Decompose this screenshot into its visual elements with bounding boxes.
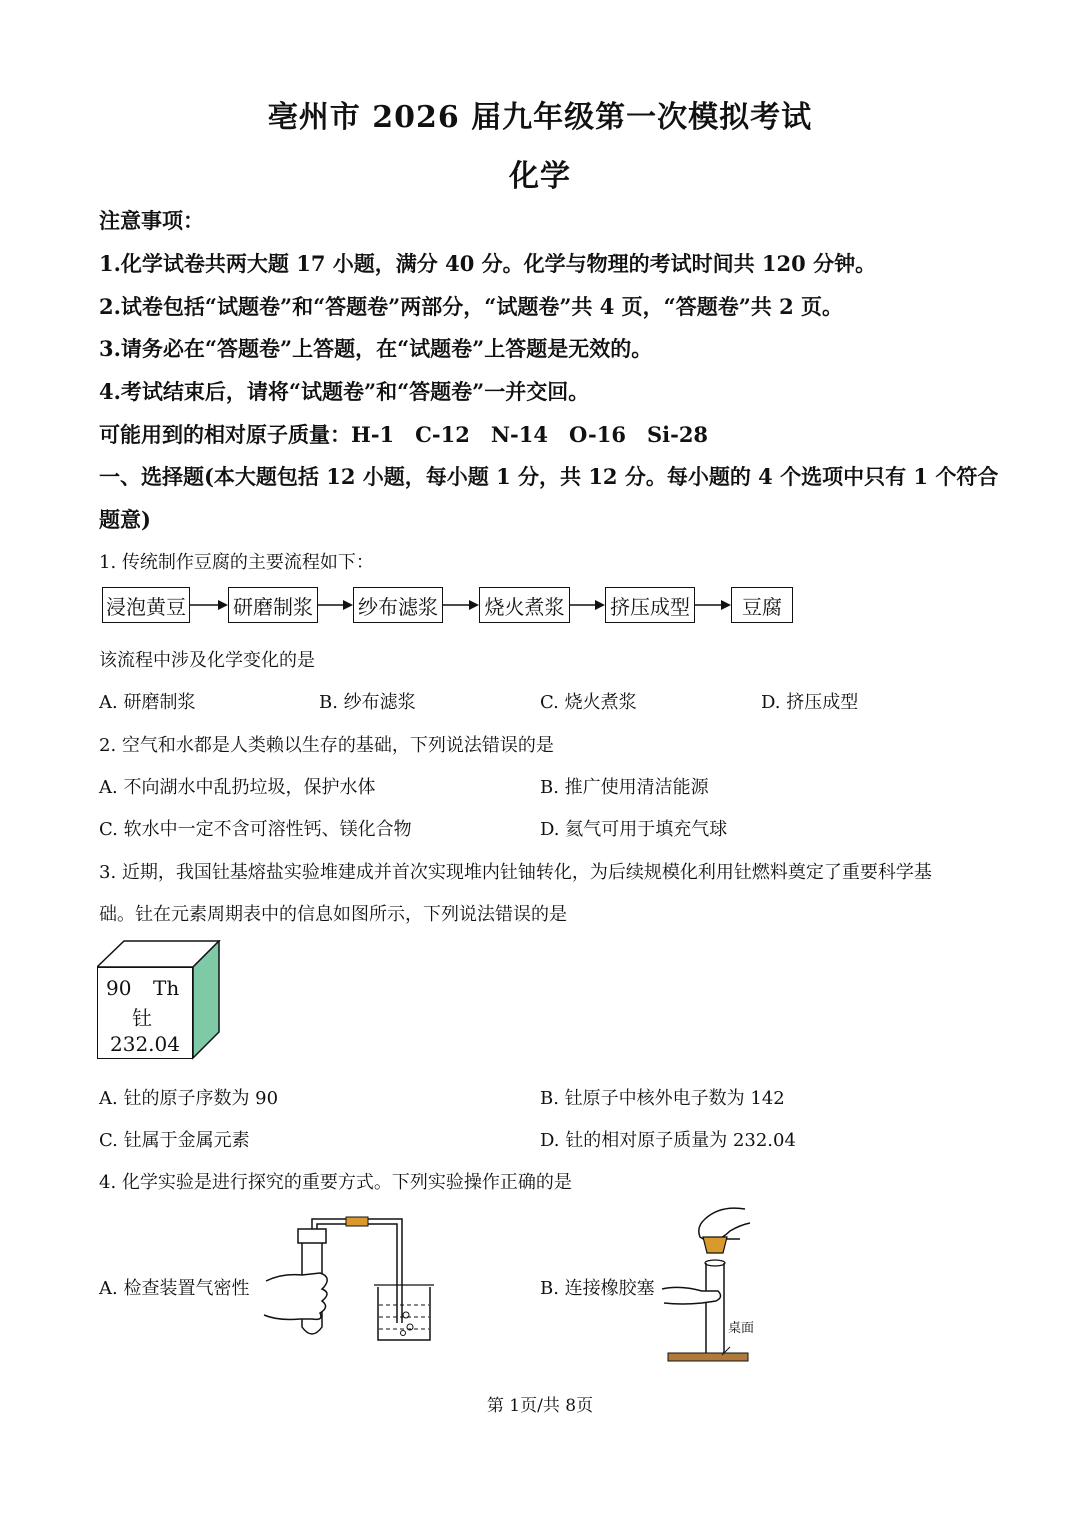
flow-arrow-icon (695, 598, 731, 612)
q4-stem: 4. 化学实验是进行探究的重要方式。下列实验操作正确的是 (99, 1172, 572, 1193)
notice-item-1: 1.化学试卷共两大题 17 小题，满分 40 分。化学与物理的考试时间共 120 分钟。 (99, 251, 877, 276)
exam-title: 亳州市 2026 届九年级第一次模拟考试 (267, 100, 813, 135)
q2-option-d: D. 氦气可用于填充气球 (540, 819, 728, 840)
notice-item-2: 2.试卷包括“试题卷”和“答题卷”两部分，“试题卷”共 4 页，“答题卷”共 2 页。 (99, 294, 844, 319)
stopper-connection-icon (660, 1205, 780, 1365)
desk-label: 桌面 (728, 1321, 755, 1336)
q2-option-a: A. 不向湖水中乱扔垃圾，保护水体 (99, 777, 376, 798)
q1-option-c: C. 烧火煮浆 (540, 692, 637, 713)
atomic-masses: 可能用到的相对原子质量：H-1 C-12 N-14 O-16 Si-28 (99, 422, 709, 447)
flow-arrow-icon (443, 598, 479, 612)
q2-stem: 2. 空气和水都是人类赖以生存的基础，下列说法错误的是 (99, 735, 554, 756)
q4-option-a: A. 检查装置气密性 (99, 1278, 250, 1299)
q3-option-b: B. 钍原子中核外电子数为 142 (540, 1088, 785, 1109)
element-symbol: Th (153, 976, 180, 1000)
q1-option-a: A. 研磨制浆 (99, 692, 196, 713)
flow-step-4: 烧火煮浆 (479, 587, 570, 623)
q3-stem-cont: 础。钍在元素周期表中的信息如图所示，下列说法错误的是 (99, 904, 567, 925)
q2-option-b: B. 推广使用清洁能源 (540, 777, 709, 798)
flow-step-2: 研磨制浆 (228, 587, 318, 623)
section-1-heading-cont: 题意) (99, 507, 151, 532)
element-cube-front (97, 967, 193, 1059)
notice-item-3: 3.请务必在“答题卷”上答题，在“试题卷”上答题是无效的。 (99, 336, 653, 361)
airtightness-apparatus-icon (260, 1215, 440, 1350)
notice-heading: 注意事项： (99, 208, 204, 233)
q3-option-a: A. 钍的原子序数为 90 (99, 1088, 279, 1109)
subject-title: 化学 (509, 159, 571, 194)
flow-step-5: 挤压成型 (605, 587, 695, 623)
notice-item-4: 4.考试结束后，请将“试题卷”和“答题卷”一并交回。 (99, 379, 590, 404)
q3-option-c: C. 钍属于金属元素 (99, 1130, 250, 1151)
atomic-mass: 232.04 (110, 1032, 180, 1056)
element-name: 钍 (132, 1006, 152, 1030)
flow-step-1: 浸泡黄豆 (102, 587, 190, 623)
q1-option-d: D. 挤压成型 (761, 692, 859, 713)
flow-step-6: 豆腐 (731, 587, 793, 623)
q1-stem: 1. 传统制作豆腐的主要流程如下： (99, 552, 374, 573)
section-1-heading: 一、选择题(本大题包括 12 小题，每小题 1 分，共 12 分。每小题的 4 个选项中只有 1 个符合 (99, 464, 999, 489)
q2-option-c: C. 软水中一定不含可溶性钙、镁化合物 (99, 819, 412, 840)
flow-arrow-icon (570, 598, 605, 612)
q4-option-b: B. 连接橡胶塞 (540, 1278, 655, 1299)
flow-step-3: 纱布滤浆 (353, 587, 443, 623)
flow-arrow-icon (190, 598, 228, 612)
q1-option-b: B. 纱布滤浆 (319, 692, 416, 713)
atomic-number: 90 (106, 976, 132, 1000)
q1-question: 该流程中涉及化学变化的是 (99, 650, 315, 671)
q3-option-d: D. 钍的相对原子质量为 232.04 (540, 1130, 796, 1151)
page-number: 第 1页/共 8页 (486, 1396, 594, 1416)
flow-arrow-icon (318, 598, 353, 612)
q3-stem: 3. 近期，我国钍基熔盐实验堆建成并首次实现堆内钍铀转化，为后续规模化利用钍燃料奠定了重要科学基 (99, 862, 932, 883)
